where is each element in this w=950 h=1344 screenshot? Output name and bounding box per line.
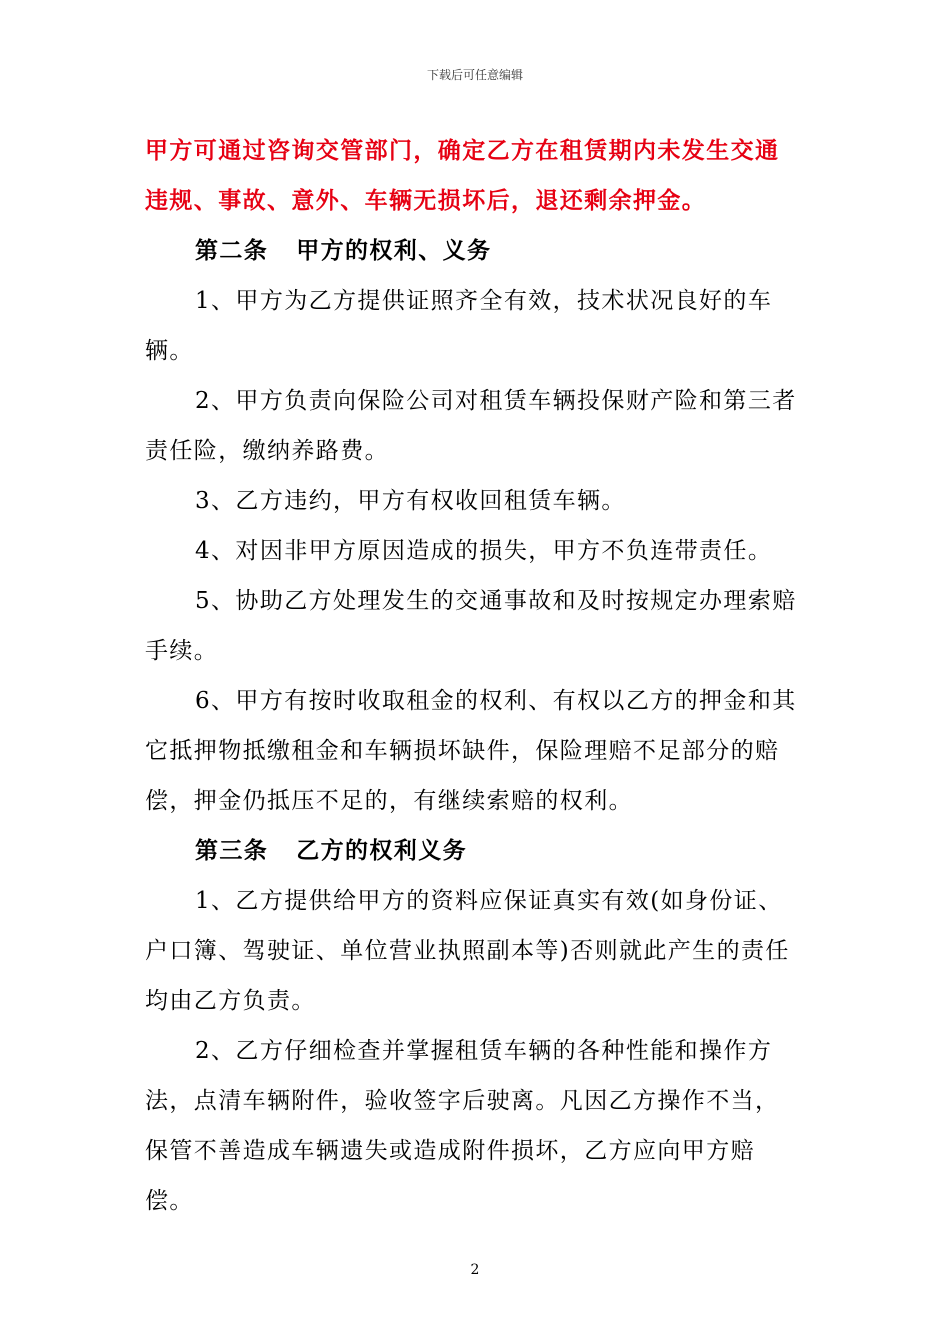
article-3-item-2: 2、乙方仔细检查并掌握租赁车辆的各种性能和操作方法，点清车辆附件，验收签字后驶离。凡因乙方操作不当，保管不善造成车辆遗失或造成附件损坏，乙方应向甲方赔偿。 — [145, 1038, 780, 1214]
deposit-refund-paragraph: 甲方可通过咨询交管部门，确定乙方在租赁期内未发生交通违规、事故、意外、车辆无损坏后，退还剩余押金。 — [145, 137, 780, 214]
article-3-heading — [145, 826, 800, 876]
page-number: 2 — [470, 1262, 480, 1278]
document-body — [145, 126, 800, 1226]
page-header-note: 下载后可任意编辑 — [426, 68, 523, 82]
article-2-item-3: 3、乙方违约，甲方有权收回租赁车辆。 — [195, 488, 626, 514]
article-2-title: 甲方的权利、义务 — [296, 238, 492, 264]
article-2-item-1: 1、甲方为乙方提供证照齐全有效，技术状况良好的车辆。 — [145, 288, 773, 364]
article-2-item-2: 2、甲方负责向保险公司对租赁车辆投保财产险和第三者责任险，缴纳养路费。 — [145, 388, 797, 464]
article-2-item-6: 6、甲方有按时收取租金的权利、有权以乙方的押金和其它抵押物抵缴租金和车辆损坏缺件，保险理赔不足部分的赔偿，押金仍抵压不足的，有继续索赔的权利。 — [145, 688, 797, 814]
article-3-title: 乙方的权利义务 — [296, 838, 468, 864]
article-2-number: 第二条 — [195, 238, 269, 264]
article-3-number: 第三条 — [195, 838, 269, 864]
article-2-item-4: 4、对因非甲方原因造成的损失，甲方不负连带责任。 — [195, 538, 773, 564]
article-2-item-5: 5、协助乙方处理发生的交通事故和及时按规定办理索赔手续。 — [145, 588, 797, 664]
article-2-heading — [145, 226, 800, 276]
article-3-item-1: 1、乙方提供给甲方的资料应保证真实有效(如身份证、户口簿、驾驶证、单位营业执照副本等)否则就此产生的责任均由乙方负责。 — [145, 888, 790, 1014]
